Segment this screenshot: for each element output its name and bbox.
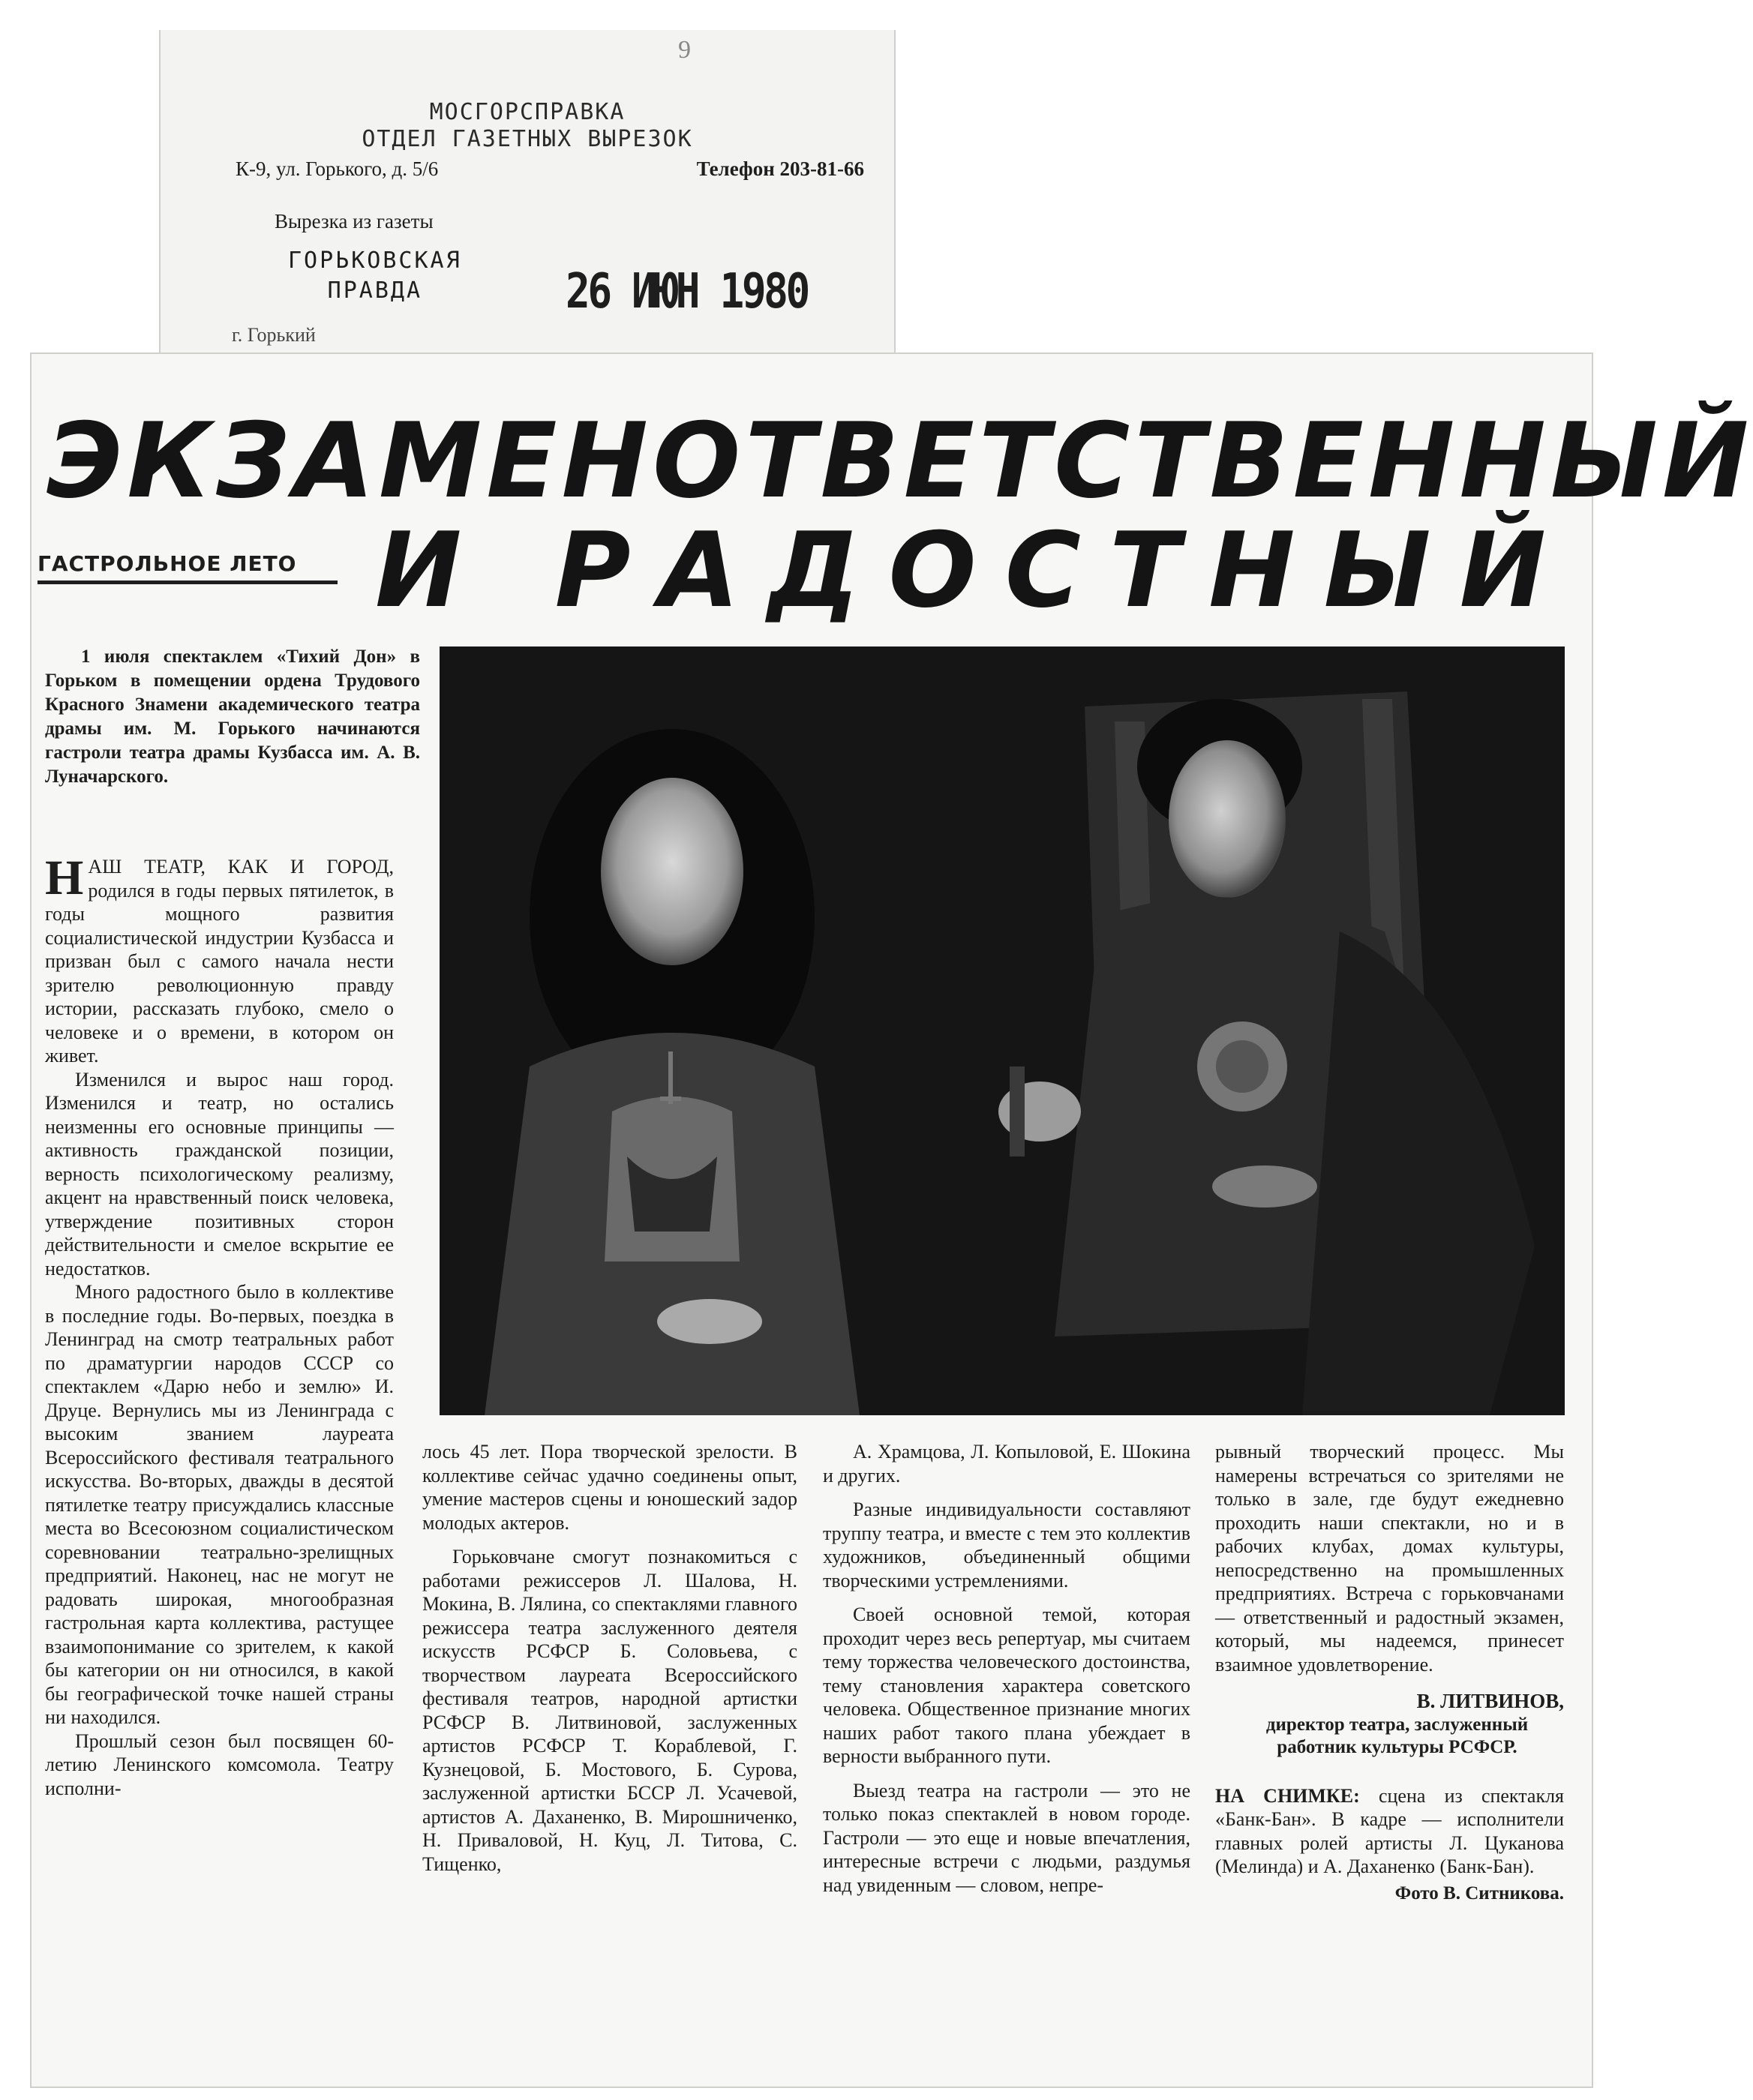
headline-word-2: ОТВЕТСТВЕННЫЙ (653, 400, 1753, 521)
col4-paragraph-1: рывный творческий процесс. Мы намерены встречаться со зрителями не только в зале, где будут ежедневно проходить наши спектакли, но и в рабочих клубах, домах культуры, непосредственно на промышленных предприятиях. Встреча с горьковчанами — ответственный и радостный экзамен, который, мы надеемся, принесет взаимное удовлетворение. (1215, 1441, 1564, 1676)
newspaper-name-line1: ГОРЬКОВСКАЯ (288, 248, 462, 274)
col1-paragraph-2: Изменился и вырос наш город. Изменился и театр, но остались неизменны его основные принципы — активность гражданской позиции, верность психологическому реализму, акцент на нравственный поиск человека, утверждение позитивных сторон действительности и смелое вскрытие ее недостатков. (45, 1068, 394, 1280)
photo-scene (440, 646, 1565, 1415)
agency-phone: Телефон 203-81-66 (696, 158, 864, 180)
date-stamp: 26 ИЮН 1980 (566, 264, 808, 320)
agency-address: К-9, ул. Горького, д. 5/6 (236, 158, 439, 180)
clipping-stamp (159, 30, 896, 352)
article-column-1 (45, 850, 394, 1800)
photo-caption-text: сцена из спектакля «Банк-Бан». В кадре — исполнители главных ролей артисты Л. Цуканова (Мелинда) и А. Даханенко (Банк-Бан). (1215, 1784, 1565, 1877)
newspaper-name-line2: ПРАВДА (327, 278, 423, 304)
photo-credit: Фото В. Ситникова. (1394, 1882, 1564, 1904)
drop-cap: Н (45, 850, 84, 905)
article-photo (440, 646, 1565, 1415)
col3-paragraph-4: Выезд театра на гастроли — это не только показ спектаклей в новом городе. Гастроли — это еще и новые впечатления, интересные встречи с людьми, раздумья над увиденным — словом, непре- (823, 1779, 1190, 1896)
col1-paragraph-1 (45, 850, 394, 1068)
agency-name: МОСГОРСПРАВКА (429, 99, 626, 125)
page-mark: 9 (678, 36, 691, 64)
col2-paragraph-1: лось 45 лет. Пора творческой зрелости. В коллективе сейчас удачно соединены опыт, умение мастеров сцены и юношеский задор молодых актеров. (422, 1441, 797, 1534)
woman-face (601, 778, 743, 965)
article-column-3 (823, 1440, 1190, 1897)
headline-word-1: ЭКЗАМЕН (47, 400, 653, 521)
col1-paragraph-4: Прошлый сезон был посвящен 60-летию Ленинского комсомола. Театру исполни- (45, 1730, 394, 1799)
author-role: директор театра, заслуженный работник культуры РСФСР. (1265, 1714, 1529, 1757)
rubric-label: ГАСТРОЛЬНОЕ ЛЕТО (38, 551, 338, 584)
headline-line2: И РАДОСТНЫЙ (375, 510, 1575, 631)
col3-paragraph-3: Своей основной темой, которая проходит через весь репертуар, мы считаем тему торжества человеческого достоинства, тему становления характера советского человека. Общественное признание многих наших работ такого плана убеждает в верности выбранного пути. (823, 1604, 1190, 1767)
article-column-2 (422, 1440, 797, 1876)
photo-caption-label: НА СНИМКЕ: (1215, 1784, 1360, 1807)
col1-paragraph-3: Много радостного было в коллективе в последние годы. Во-первых, поездка в Ленинград на смотр театральных работ по драматургии народов СССР со спектаклем «Дарю небо и землю» И. Друце. Вернулись мы из Ленинграда с высоким званием лауреата Всероссийского фестиваля театрального искусства. Во-вторых, дважды в десятой пятилетке театру присуждались классные места во Всесоюзном социалистическом соревновании театрально-зрелищных предприятий. Наконец, нас не могут не радовать широкая, многообразная гастрольная карта коллектива, растущее взаимопонимание со зрителем, к какой бы категории он ни относился, в какой бы географической точке нашей страны ни находился. (45, 1281, 394, 1728)
newspaper-name (288, 246, 462, 306)
col3-paragraph-2: Разные индивидуальности составляют труппу театра, и вместе с тем это коллектив художников, объединенный общими творческими устремлениями. (823, 1498, 1190, 1592)
department-name: ОТДЕЛ ГАЗЕТНЫХ ВЫРЕЗОК (362, 126, 693, 152)
author-name: В. ЛИТВИНОВ, (1416, 1690, 1564, 1712)
col1-paragraph-1-text: АШ ТЕАТР, КАК И ГОРОД, родился в годы первых пятилеток, в годы мощного развития социалистической индустрии Кузбасса и призван был с самого начала нести зрителю революционную правду истории, рассказать глубоко, смело о человеке и о времени, в котором он живет. (45, 856, 394, 1066)
col3-paragraph-1: А. Храмцова, Л. Копыловой, Е. Шокина и других. (823, 1441, 1190, 1486)
article-lead: 1 июля спектаклем «Тихий Дон» в Горьком в помещении ордена Трудового Красного Знамени академического театра драмы им. М. Горького начинаются гастроли театра драмы Кузбасса им. А. В. Луначарского. (45, 646, 420, 787)
newspaper-city: г. Горький (232, 324, 316, 346)
photo-caption (1215, 1784, 1564, 1879)
cutting-from-label: Вырезка из газеты (275, 210, 434, 232)
article-column-4 (1215, 1440, 1564, 1905)
headline-line1 (47, 400, 1753, 521)
col2-paragraph-2: Горьковчане смогут познакомиться с работами режиссеров Л. Шалова, Н. Мокина, В. Лялина, со спектаклями главного режиссера театра заслуженного деятеля искусств РСФСР Б. Соловьева, с творчеством лауреата Всероссийского фестиваля театров, народной артистки РСФСР В. Литвиновой, заслуженных артистов РСФСР Т. Кораблевой, Г. Кузнецовой, Б. Мостового, Б. Сурова, заслуженной артистки БССР Л. Усачевой, артистов А. Даханенко, В. Мирошниченко, Н. Приваловой, Н. Куц, Л. Титова, С. Тищенко, (422, 1546, 797, 1875)
man-face (1169, 740, 1286, 898)
